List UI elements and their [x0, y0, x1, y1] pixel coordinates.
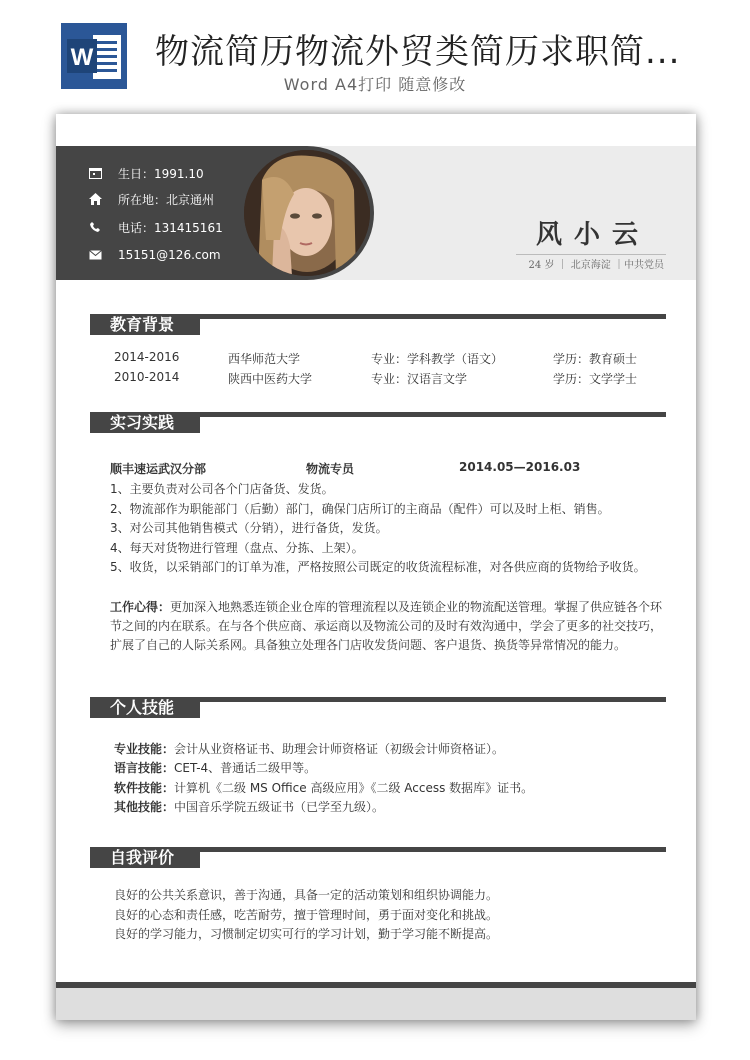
- skill-item-1: 专业技能：会计从业资格证书、助理会计师资格证（初级会计师资格证）。: [114, 742, 505, 756]
- candidate-name: 风小云: [536, 220, 651, 250]
- home-icon: [88, 192, 102, 206]
- education-heading: [90, 314, 666, 338]
- intern-company: 顺丰速运武汉分部: [110, 462, 207, 476]
- phone-row: [88, 218, 223, 236]
- self-eval-heading-label: 自我评价: [90, 847, 200, 868]
- education-heading-label: 教育背景: [90, 314, 200, 335]
- intern-duty-2: 2、物流部作为职能部门（后勤）部门，确保门店所订的主商品（配件）可以及时上柜、销售。: [110, 502, 610, 516]
- footer-line: [56, 982, 696, 988]
- name-divider: [516, 254, 666, 255]
- edu-major-1: 专业：学科教学（语文）: [371, 352, 504, 366]
- reflection-label: 工作心得：: [110, 600, 171, 614]
- candidate-meta: 24 岁 ｜ 北京海淀 ｜中共党员: [528, 260, 664, 271]
- document-title: 物流简历物流外贸类简历求职简...: [155, 32, 681, 72]
- edu-school-1: 西华师范大学: [228, 352, 301, 366]
- phone-icon: [88, 220, 102, 234]
- intern-duty-3: 3、对公司其他销售模式（分销），进行备货，发货。: [110, 521, 388, 535]
- resume-page: [56, 114, 696, 1020]
- location-row: [88, 190, 214, 208]
- birthday-text: 生日：1991.10: [118, 166, 204, 181]
- intern-duty-5: 5、收货，以采销部门的订单为准，严格按照公司既定的收货流程标准，对各供应商的货物给予收货。: [110, 560, 646, 574]
- edu-period-1: 2014-2016: [114, 350, 180, 364]
- document-subtitle: Word A4打印 随意修改: [283, 75, 467, 94]
- skill-item-2: 语言技能：CET-4、普通话二级甲等。: [114, 761, 317, 775]
- birthday-row: [88, 164, 204, 182]
- profile-photo: [244, 150, 370, 276]
- edu-major-2: 专业：汉语言文学: [371, 372, 468, 386]
- self-eval-line-3: 良好的学习能力，习惯制定切实可行的学习计划，勤于学习能不断提高。: [114, 927, 499, 941]
- email-text: 15151@126.com: [118, 248, 221, 262]
- intern-position: 物流专员: [306, 462, 355, 476]
- intern-duty-4: 4、每天对货物进行管理（盘点、分拣、上架）。: [110, 541, 364, 555]
- reflection-line-2: 节之间的内在联系。在与各个供应商、承运商以及物流公司的及时有效沟通中，学会了更多的社交技巧，: [110, 619, 663, 633]
- edu-school-2: 陕西中医药大学: [228, 372, 313, 386]
- mail-icon: [88, 248, 102, 262]
- phone-text: 电话：131415161: [118, 220, 223, 235]
- email-row: [88, 246, 221, 264]
- self-eval-heading: [90, 847, 666, 871]
- edu-period-2: 2010-2014: [114, 370, 180, 384]
- calendar-icon: [88, 166, 102, 180]
- skills-heading: [90, 697, 666, 721]
- reflection-line-1: 工作心得：更加深入地熟悉连锁企业仓库的管理流程以及连锁企业的物流配送管理。掌握了供应链各个环: [110, 600, 663, 614]
- self-eval-line-1: 良好的公共关系意识，善于沟通，具备一定的活动策划和组织协调能力。: [114, 888, 499, 902]
- skill-item-3: 软件技能：计算机《二级 MS Office 高级应用》《二级 Access 数据库》证书。: [114, 781, 534, 795]
- skill-item-4: 其他技能：中国音乐学院五级证书（已学至九级）。: [114, 800, 385, 814]
- edu-degree-1: 学历：教育硕士: [553, 352, 638, 366]
- svg-text:W: W: [70, 44, 94, 71]
- banner: [0, 0, 750, 105]
- intern-period: 2014.05—2016.03: [459, 460, 581, 474]
- location-text: 所在地：北京通州: [118, 192, 215, 207]
- internship-heading-label: 实习实践: [90, 412, 200, 433]
- reflection-line-3: 扩展了自己的人际关系网。具备独立处理各门店收发货问题、客户退货、换货等异常情况的能力。: [110, 638, 627, 652]
- self-eval-line-2: 良好的心态和责任感，吃苦耐劳，擅于管理时间，勇于面对变化和挑战。: [114, 908, 499, 922]
- skills-heading-label: 个人技能: [90, 697, 200, 718]
- intern-duty-1: 1、主要负责对公司各个门店备货、发货。: [110, 482, 334, 496]
- edu-degree-2: 学历：文学学士: [553, 372, 638, 386]
- internship-heading: [90, 412, 666, 436]
